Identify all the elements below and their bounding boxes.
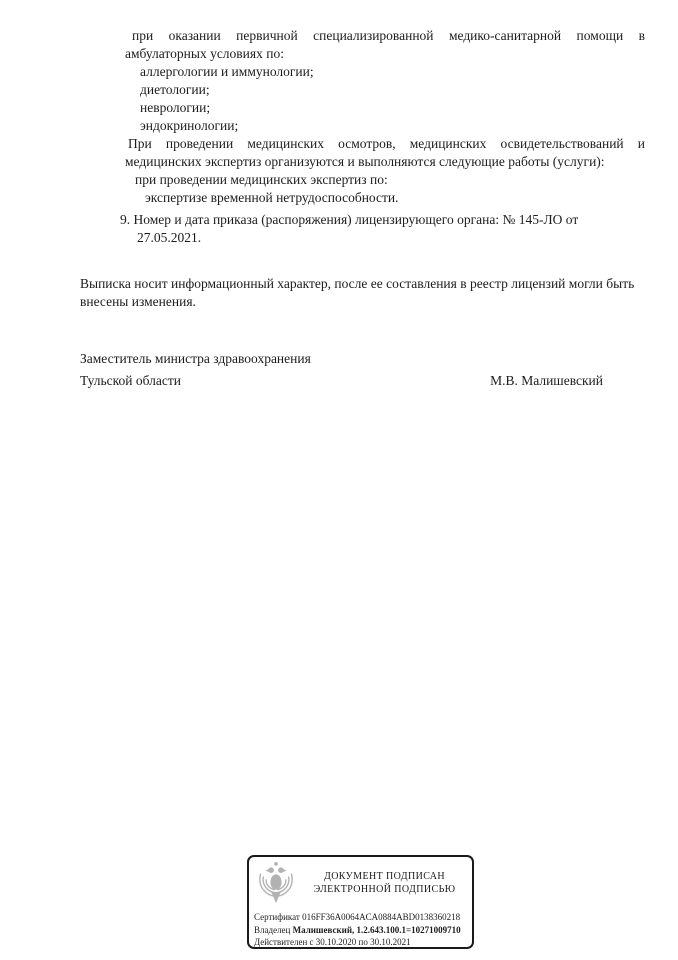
signer-title-line: Тульской области — [80, 373, 181, 388]
digital-signature-stamp — [247, 855, 474, 949]
stamp-title — [299, 870, 470, 896]
order-number-line: 9. Номер и дата приказа (распоряжения) лицензирующего органа: № 145-ЛО от — [120, 212, 579, 227]
double-headed-eagle-icon — [253, 861, 299, 906]
info-note-line: Выписка носит информационный характер, после ее составления в реестр лицензий могли быть — [80, 276, 635, 291]
info-note-line: внесены изменения. — [80, 294, 196, 309]
license-specialty-item: неврологии; — [140, 100, 211, 115]
certificate-line — [254, 911, 470, 924]
stamp-header — [249, 857, 472, 907]
license-activity-line: амбулаторных условиях по: — [125, 46, 284, 61]
stamp-title-line: ДОКУМЕНТ ПОДПИСАН — [323, 871, 446, 882]
signature-block — [80, 348, 645, 392]
license-specialty-item: эндокринологии; — [140, 118, 239, 133]
validity-line: Действителен с 30.10.2020 по 30.10.2021 — [254, 937, 411, 947]
stamp-title-line: ЭЛЕКТРОННОЙ ПОДПИСЬЮ — [313, 884, 456, 895]
stamp-info — [249, 907, 472, 949]
license-specialty-item: аллергологии и иммунологии; — [140, 64, 314, 79]
license-works-subline: экспертизе временной нетрудоспособности. — [145, 190, 399, 205]
license-works-line: При проведении медицинских осмотров, медицинских освидетельствований и — [128, 136, 645, 151]
license-works-line: медицинских экспертиз организуются и выполняются следующие работы (услуги): — [125, 154, 605, 169]
signer-row — [80, 370, 645, 392]
owner-value: Малишевский, 1.2.643.100.1=10271009710 — [292, 924, 461, 935]
certificate-value: 016FF36A0064ACA0884ABD0138360218 — [302, 912, 461, 922]
order-date-line: 27.05.2021. — [137, 230, 202, 245]
license-specialty-item: диетологии; — [140, 82, 210, 97]
license-activity-line: при оказании первичной специализированной медико-санитарной помощи в — [132, 28, 645, 43]
owner-line — [254, 924, 470, 937]
signer-name: М.В. Малишевский — [490, 373, 603, 388]
signer-title-line: Заместитель министра здравоохранения — [80, 351, 311, 366]
document-body — [80, 27, 645, 392]
license-works-subline: при проведении медицинских экспертиз по: — [135, 172, 388, 187]
certificate-label: Сертификат — [254, 912, 300, 922]
info-note — [80, 275, 645, 311]
owner-label: Владелец — [254, 924, 291, 935]
